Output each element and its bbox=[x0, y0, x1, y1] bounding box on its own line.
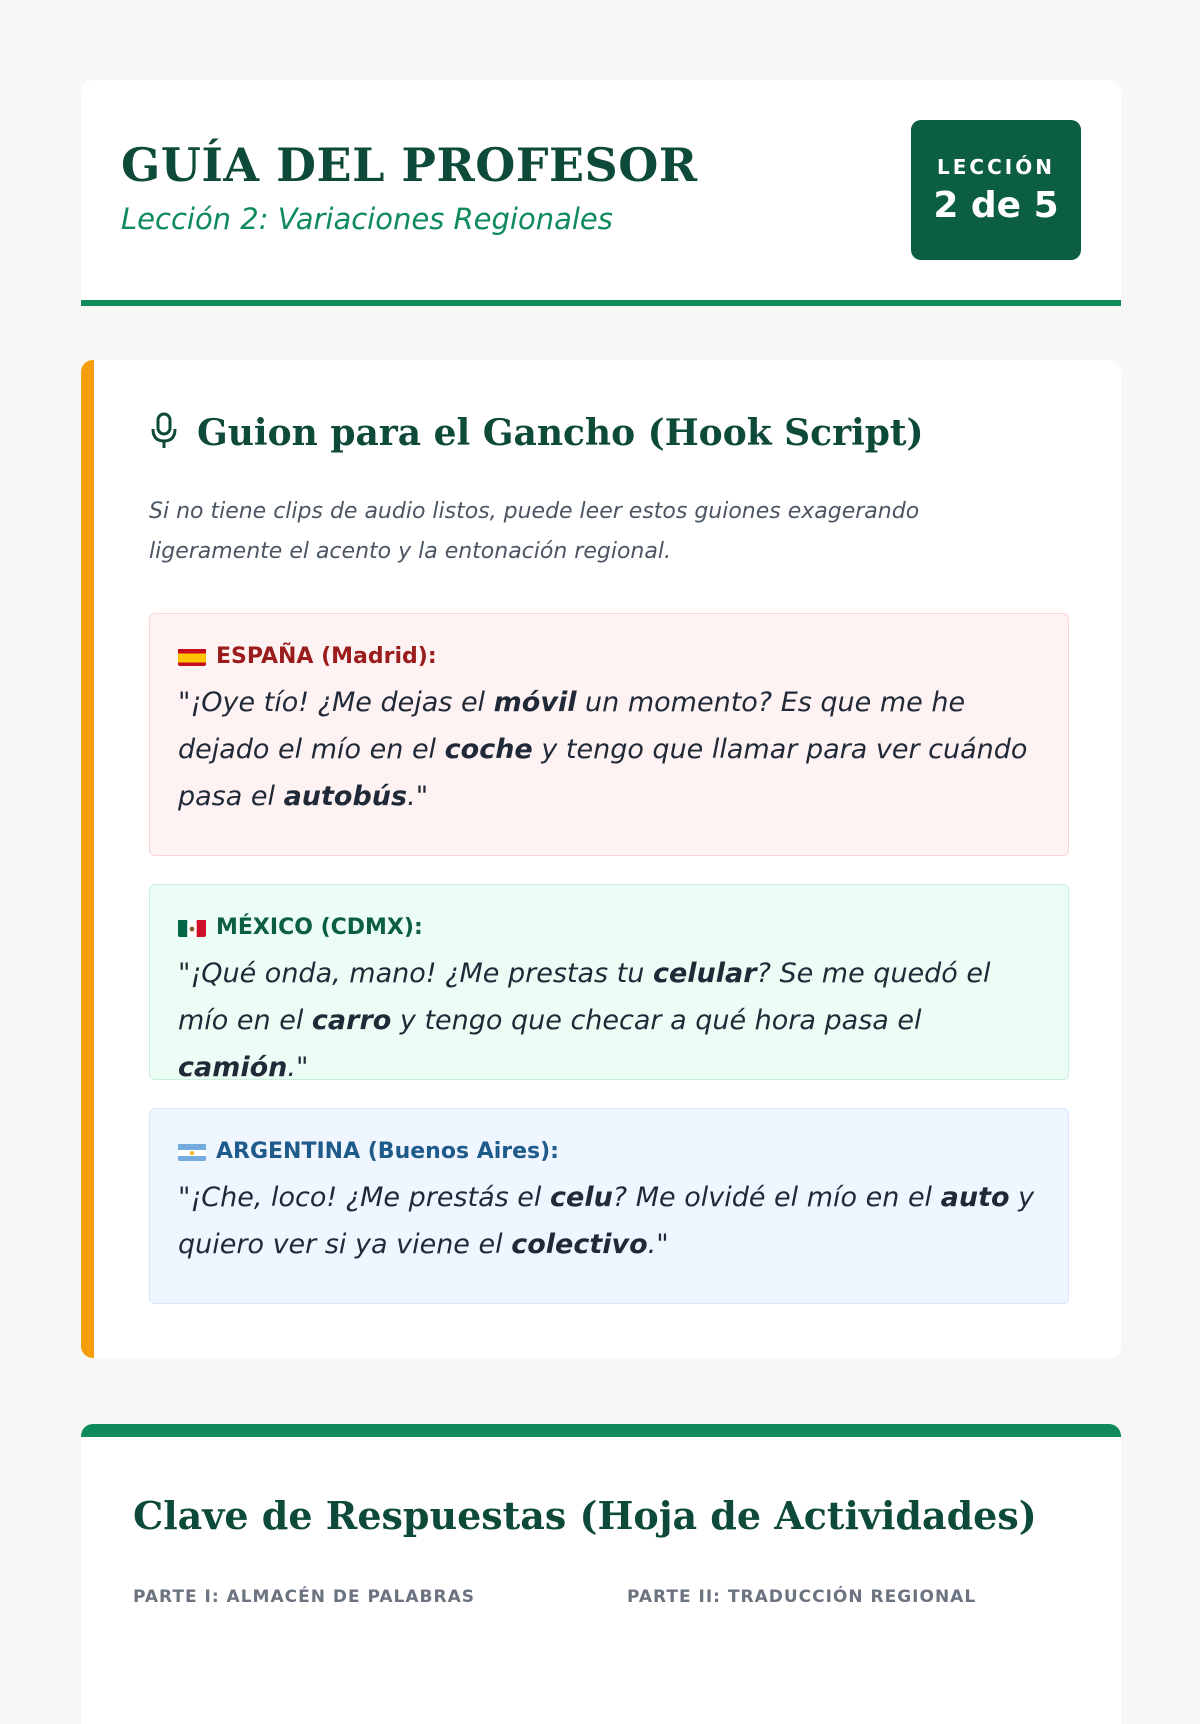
page-title: GUÍA DEL PROFESOR bbox=[121, 138, 698, 192]
lesson-badge-value: 2 de 5 bbox=[933, 184, 1059, 226]
hook-script-card bbox=[81, 360, 1121, 1358]
spain-flag-icon bbox=[178, 648, 206, 666]
region-argentina bbox=[149, 1108, 1069, 1304]
region-label: MÉXICO (CDMX): bbox=[216, 915, 423, 940]
lesson-subtitle: Lección 2: Variaciones Regionales bbox=[121, 202, 613, 236]
lesson-badge bbox=[911, 120, 1081, 260]
answer-key-title: Clave de Respuestas (Hoja de Actividades) bbox=[133, 1493, 1037, 1538]
answer-key-card bbox=[81, 1424, 1121, 1724]
part-one-label: PARTE I: ALMACÉN DE PALABRAS bbox=[133, 1587, 475, 1607]
hook-title-row bbox=[149, 412, 924, 454]
argentina-flag-icon bbox=[178, 1143, 206, 1161]
region-quote: "¡Oye tío! ¿Me dejas el móvil un momento? Es que me he dejado el mío en el coche y tengo que llamar para ver cuándo pasa el autobús." bbox=[178, 687, 1028, 812]
microphone-icon bbox=[149, 412, 179, 454]
part-two-label: PARTE II: TRADUCCIÓN REGIONAL bbox=[627, 1587, 977, 1607]
region-label: ESPAÑA (Madrid): bbox=[216, 644, 437, 669]
lesson-badge-label: LECCIÓN bbox=[937, 154, 1055, 179]
region-quote: "¡Che, loco! ¿Me prestás el celu? Me olvidé el mío en el auto y quiero ver si ya viene el colectivo." bbox=[178, 1182, 1035, 1260]
region-spain bbox=[149, 613, 1069, 856]
hook-title: Guion para el Gancho (Hook Script) bbox=[197, 412, 924, 454]
region-quote: "¡Qué onda, mano! ¿Me prestas tu celular? Se me quedó el mío en el carro y tengo que checar a qué hora pasa el camión." bbox=[178, 958, 991, 1083]
mexico-flag-icon bbox=[178, 919, 206, 937]
region-mexico bbox=[149, 884, 1069, 1083]
hook-intro: Si no tiene clips de audio listos, puede leer estos guiones exagerando ligeramente el acento y la entonación regional. bbox=[149, 499, 920, 564]
region-label: ARGENTINA (Buenos Aires): bbox=[216, 1139, 559, 1164]
guide-header bbox=[81, 80, 1121, 306]
